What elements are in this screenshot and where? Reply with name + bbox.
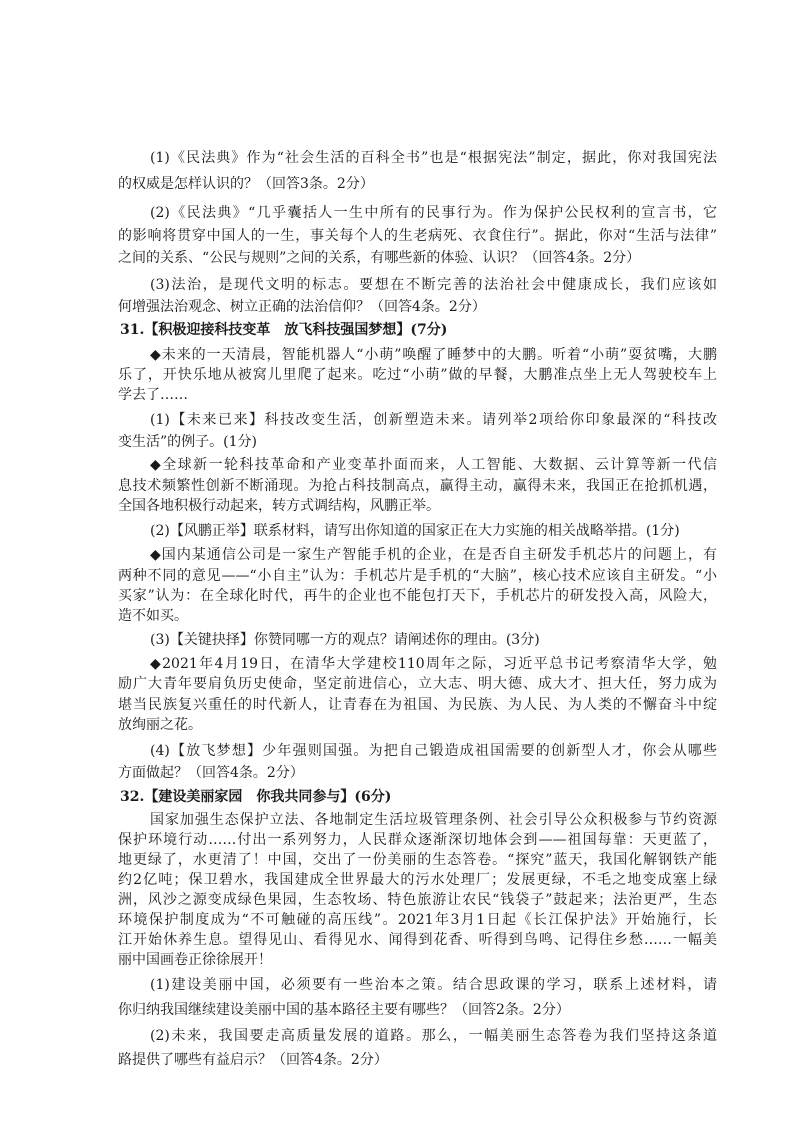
q30-1-line-2: 的权威是怎样认识的？（回答3条。2分） bbox=[118, 176, 374, 192]
material-32-line-4: 约2亿吨；保卫碧水，我国建成全世界最大的污水处理厂；发展更绿，不毛之地变成塞上绿 bbox=[118, 872, 717, 888]
material-31a-line-2: 乐了，开快乐地从被窝儿里爬了起来。吃过“小萌”做的早餐，大鹏准点坐上无人驾驶校车上 bbox=[118, 367, 717, 383]
section-31-heading: 31.【积极迎接科技变革 放飞科技强国梦想】(7分) bbox=[120, 322, 448, 338]
q31-4-line-1: (4)【放飞梦想】少年强则国强。为把自己锻造成祖国需要的创新型人才，你会从哪些 bbox=[150, 743, 717, 759]
material-32-line-5: 洲，风沙之源变成绿色果园，生态牧场、特色旅游让农民“钱袋子”鼓起来；法治更严，生态 bbox=[118, 892, 717, 908]
material-31d-line-4: 放绚丽之花。 bbox=[118, 717, 202, 733]
q32-1-line-2: 你归纳我国继续建设美丽中国的基本路径主要有哪些？（回答2条。2分） bbox=[118, 1002, 570, 1018]
q32-2-line-1: (2)未来，我国要走高质量发展的道路。那么，一幅美丽生态答卷为我们坚持这条道 bbox=[150, 1028, 717, 1044]
q31-1-line-1: (1)【未来已来】科技改变生活，创新塑造未来。请列举2项给你印象最深的“科技改 bbox=[150, 412, 717, 428]
q30-3-line-1: (3)法治，是现代文明的标志。要想在不断完善的法治社会中健康成长，我们应该如 bbox=[150, 277, 717, 293]
material-31b-line-1: ◆全球新一轮科技革命和产业变革扑面而来，人工智能、大数据、云计算等新一代信 bbox=[150, 457, 717, 473]
q30-2-line-3: 之间的关系、“公民与规则”之间的关系，有哪些新的体验、认识？（回答4条。2分） bbox=[118, 250, 641, 266]
material-32-line-1: 国家加强生态保护立法、各地制定生活垃圾管理条例、社会引导公众积极参与节约资源 bbox=[150, 812, 717, 828]
material-31c-line-3: 买家”认为：在全球化时代，再牛的企业也不能包打天下，手机芯片的研发投入高，风险大， bbox=[118, 588, 717, 604]
q31-2-line-1: (2)【风鹏正举】联系材料，请写出你知道的国家正在大力实施的相关战略举措。(1分) bbox=[150, 523, 680, 539]
material-31c-line-1: ◆国内某通信公司是一家生产智能手机的企业，在是否自主研发手机芯片的问题上，有 bbox=[150, 547, 717, 563]
material-31c-line-2: 两种不同的意见——“小自主”认为：手机芯片是手机的“大脑”，核心技术应该自主研发。“小 bbox=[118, 568, 717, 584]
material-31a-line-3: 学去了…… bbox=[118, 387, 188, 403]
q30-2-line-2: 的影响将贯穿中国人的一生，事关每个人的生老病死、衣食住行”。据此，你对“生活与法律” bbox=[118, 228, 717, 244]
material-32-line-3: 地更绿了，水更清了！中国，交出了一份美丽的生态答卷。“探究”蓝天，我国化解钢铁产能 bbox=[118, 852, 717, 868]
q30-1-line-1: (1)《民法典》作为“社会生活的百科全书”也是“根据宪法”制定，据此，你对我国宪法 bbox=[150, 150, 717, 166]
material-32-line-8: 丽中国画卷正徐徐展开！ bbox=[118, 952, 272, 968]
q31-3-line-1: (3)【关键抉择】你赞同哪一方的观点？请阐述你的理由。(3分) bbox=[150, 632, 540, 648]
q32-1-line-1: (1)建设美丽中国，必须要有一些治本之策。结合思政课的学习，联系上述材料，请 bbox=[150, 977, 717, 993]
material-32-line-2: 保护环境行动……付出一系列努力，人民群众逐渐深切地体会到——祖国每靠：天更蓝了， bbox=[118, 832, 717, 848]
q32-2-line-2: 路提供了哪些有益启示？（回答4条。2分） bbox=[118, 1052, 388, 1068]
section-32-heading: 32.【建设美丽家园 你我共同参与】(6分) bbox=[120, 789, 392, 805]
material-31d-line-3: 堪当民族复兴重任的时代新人，让青春在为祖国、为民族、为人民、为人类的不懈奋斗中绽 bbox=[118, 697, 717, 713]
material-31b-line-3: 全国各地积极行动起来，转方式调结构，风鹏正举。 bbox=[118, 498, 440, 514]
q30-3-line-2: 何增强法治观念、树立正确的法治信仰？（回答4条。2分） bbox=[118, 299, 486, 315]
material-31c-line-4: 造不如买。 bbox=[118, 608, 188, 624]
q30-2-line-1: (2)《民法典》“几乎囊括人一生中所有的民事行为。作为保护公民权利的宣言书，它 bbox=[150, 205, 717, 221]
material-32-line-6: 环境保护制度成为“不可触碰的高压线”。2021年3月1日起《长江保护法》开始施行，长 bbox=[118, 912, 717, 928]
q31-1-line-2: 变生活”的例子。(1分) bbox=[118, 434, 257, 450]
material-31a-line-1: ◆未来的一天清晨，智能机器人“小萌”唤醒了睡梦中的大鹏。听着“小萌”耍贫嘴，大鹏 bbox=[150, 347, 717, 363]
material-31d-line-2: 励广大青年要肩负历史使命，坚定前进信心，立大志、明大德、成大才、担大任，努力成为 bbox=[118, 676, 717, 692]
material-31d-line-1: ◆2021年4月19日，在清华大学建校110周年之际，习近平总书记考察清华大学，勉 bbox=[150, 656, 717, 672]
q31-4-line-2: 方面做起？（回答4条。2分） bbox=[118, 765, 304, 781]
material-32-line-7: 江开始休养生息。望得见山、看得见水、闻得到花香、听得到鸟鸣、记得住乡愁……一幅美 bbox=[118, 932, 717, 948]
material-31b-line-2: 息技术频繁性创新不断涌现。为抢占科技制高点，赢得主动，赢得未来，我国正在抢抓机遇， bbox=[118, 478, 717, 494]
